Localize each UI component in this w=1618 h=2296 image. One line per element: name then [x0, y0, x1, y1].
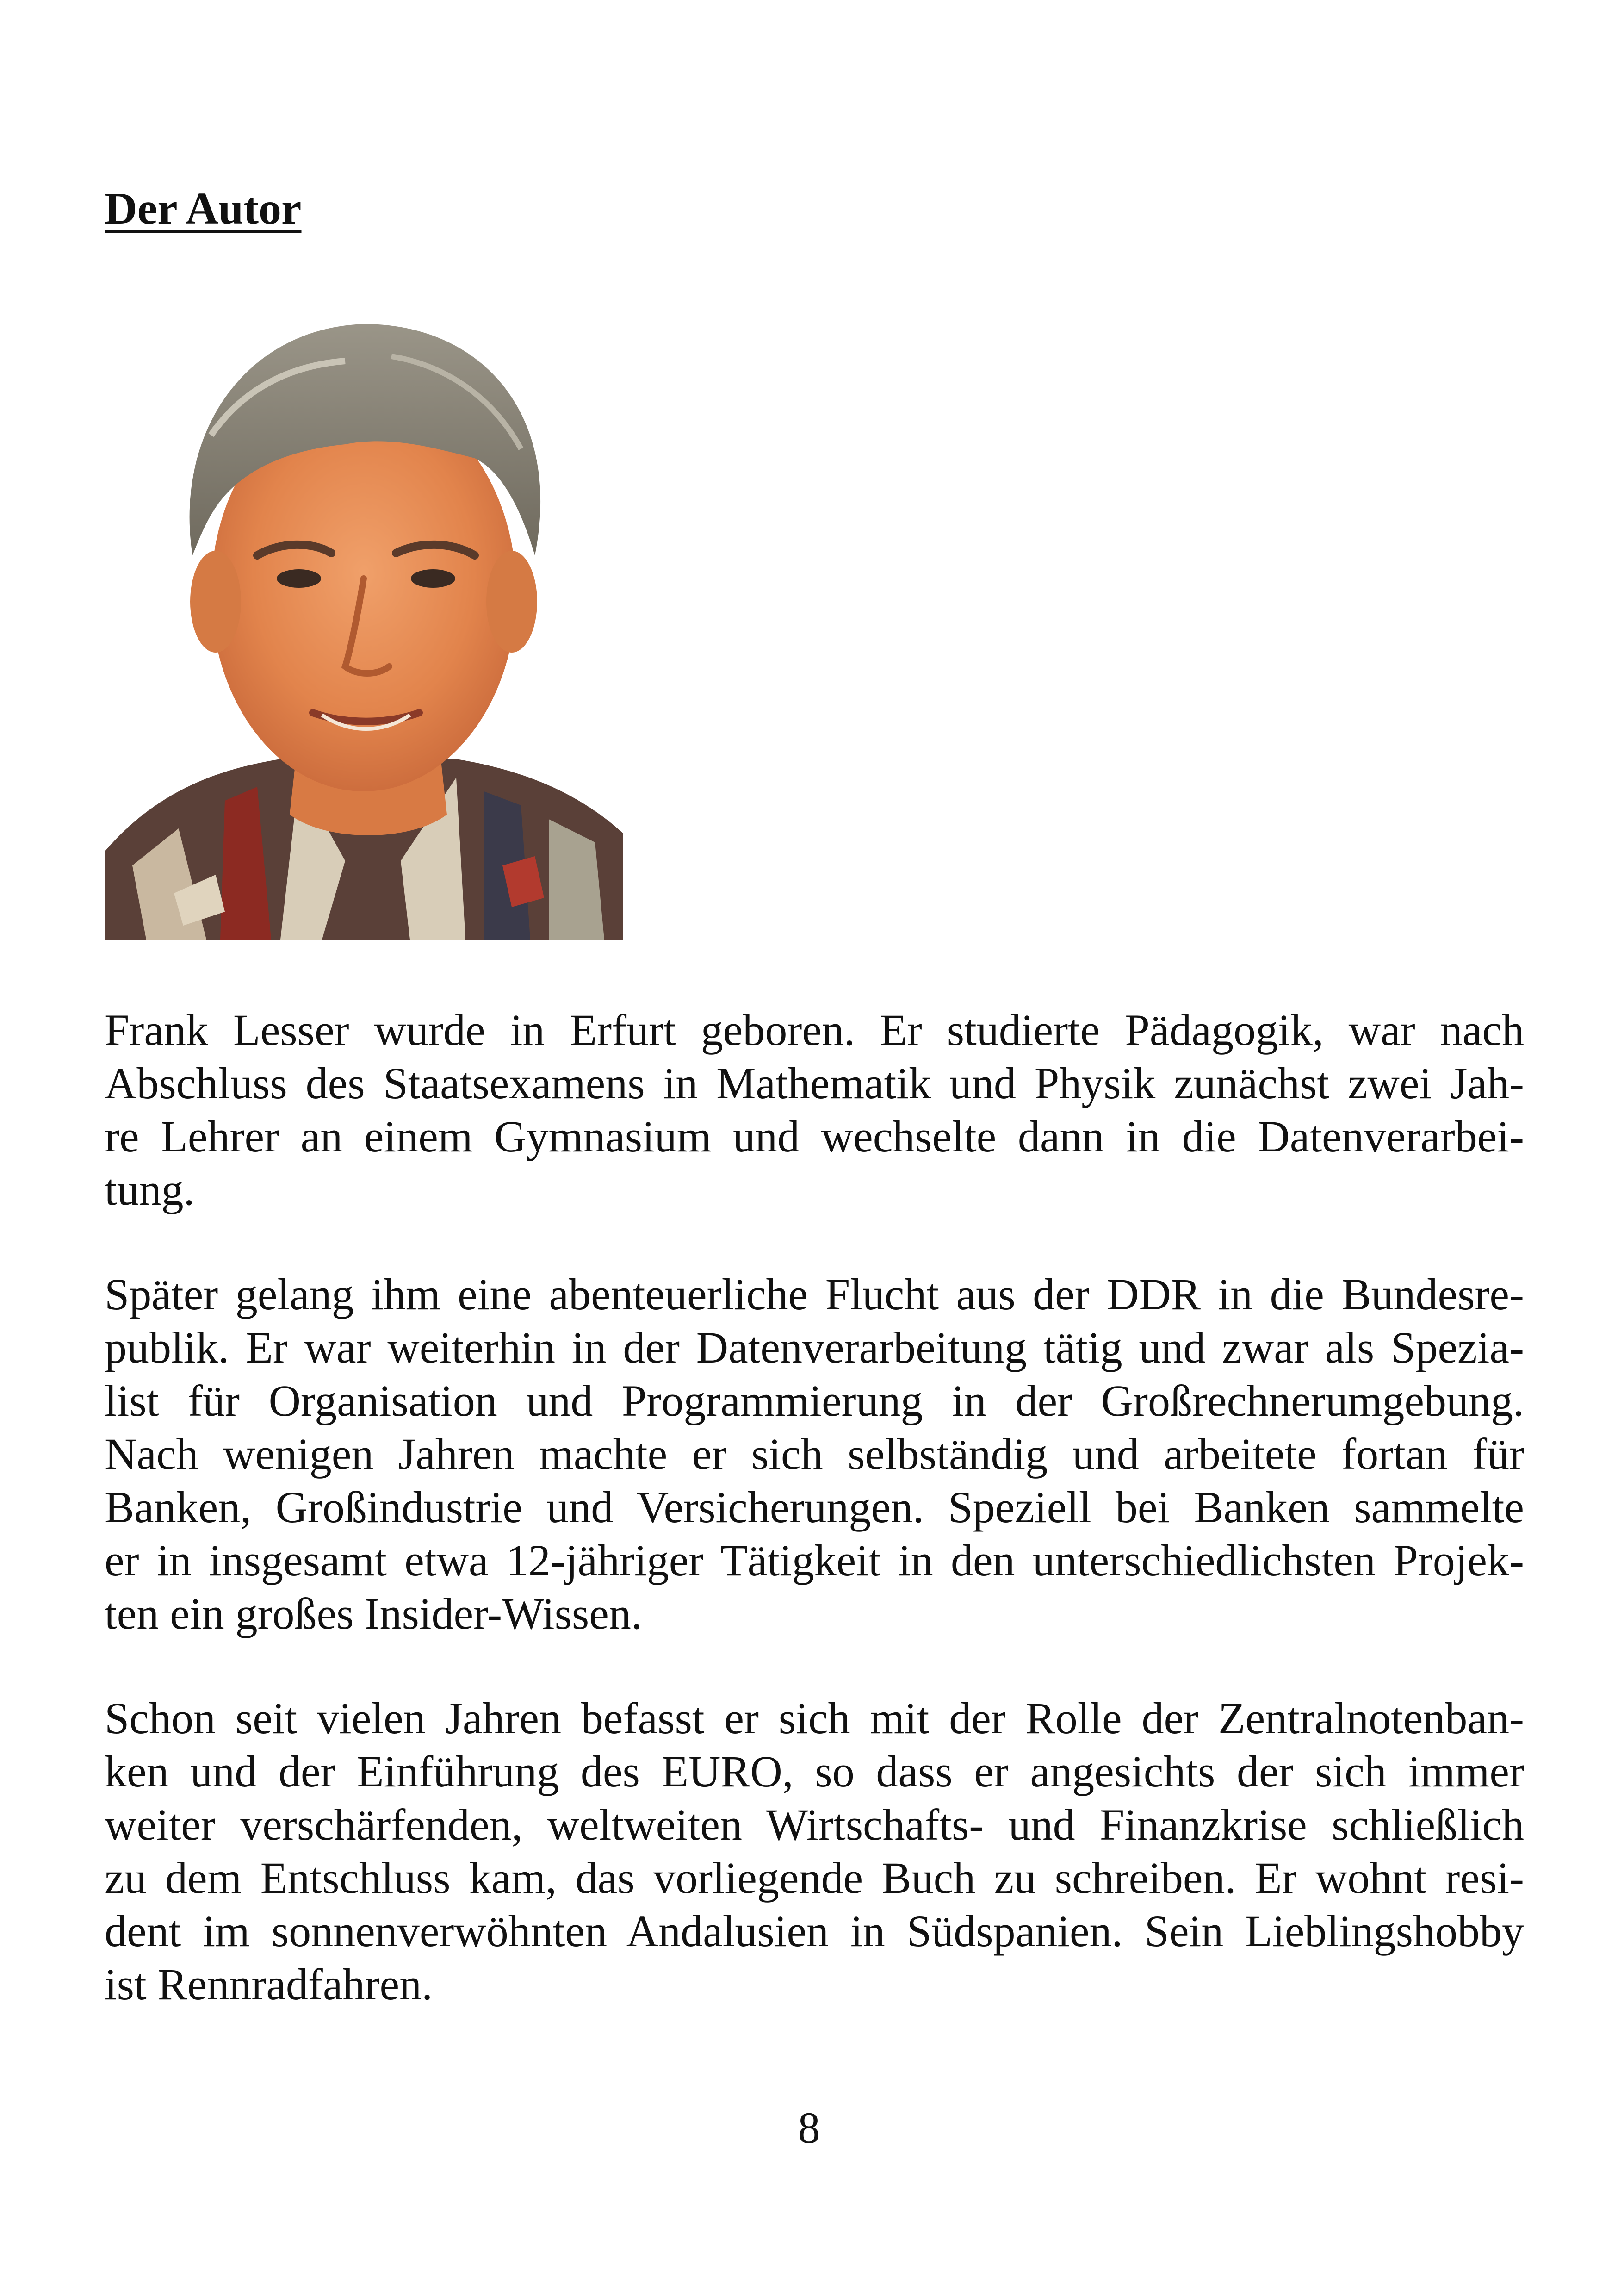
author-portrait — [105, 296, 623, 940]
text-line: weiter verschärfenden, weltweiten Wirtschafts- und Finanzkrise schließlich — [105, 1800, 1524, 1849]
text-line: Frank Lesser wurde in Erfurt geboren. Er studierte Pädagogik, war nach — [105, 1005, 1524, 1055]
text-line: dent im sonnenverwöhnten Andalusien in Südspanien. Sein Lieblingshobby — [105, 1906, 1524, 1956]
biography-paragraph-1 — [105, 1003, 1524, 1216]
text-line: publik. Er war weiterhin in der Datenverarbeitung tätig und zwar als Spezia- — [105, 1323, 1524, 1372]
text-line: Banken, Großindustrie und Versicherungen. Speziell bei Banken sammelte — [105, 1482, 1524, 1532]
text-line: tung. — [105, 1165, 195, 1214]
author-biography — [105, 1003, 1524, 2062]
text-line: zu dem Entschluss kam, das vorliegende Buch zu schreiben. Er wohnt resi- — [105, 1853, 1524, 1903]
text-line: ist Rennradfahren. — [105, 1960, 433, 2009]
text-line: ken und der Einführung des EURO, so dass er angesichts der sich immer — [105, 1747, 1524, 1796]
biography-paragraph-3 — [105, 1692, 1524, 2011]
text-line: list für Organisation und Programmierung in der Großrechnerumgebung. — [105, 1376, 1524, 1425]
text-line: Schon seit vielen Jahren befasst er sich mit der Rolle der Zentralnotenban- — [105, 1693, 1524, 1743]
biography-paragraph-2 — [105, 1268, 1524, 1640]
text-line: Abschluss des Staatsexamens in Mathematik und Physik zunächst zwei Jah- — [105, 1058, 1524, 1108]
page-title: Der Autor — [105, 184, 302, 234]
text-line: Später gelang ihm eine abenteuerliche Flucht aus der DDR in die Bundesre- — [105, 1269, 1524, 1319]
author-portrait-icon — [105, 296, 623, 940]
text-line: Nach wenigen Jahren machte er sich selbständig und arbeitete fortan für — [105, 1429, 1524, 1479]
page-number: 8 — [798, 2103, 820, 2153]
text-line: er in insgesamt etwa 12-jähriger Tätigkeit in den unterschiedlichsten Projek- — [105, 1536, 1524, 1585]
text-line: ten ein großes Insider-Wissen. — [105, 1589, 642, 1638]
text-line: re Lehrer an einem Gymnasium und wechselte dann in die Datenverarbei- — [105, 1112, 1524, 1161]
